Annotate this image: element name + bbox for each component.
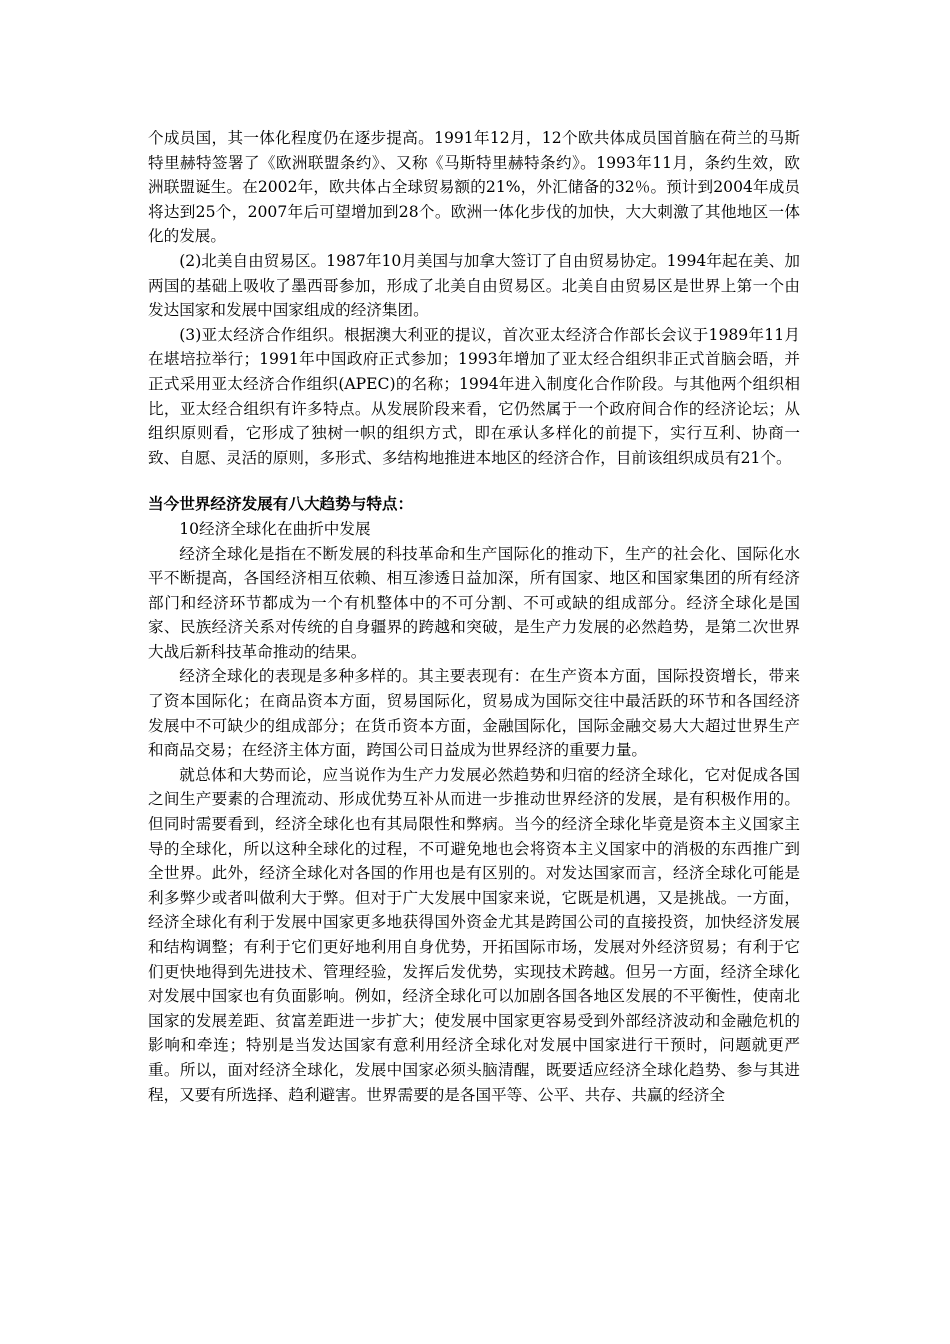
paragraph-spacer [148, 470, 800, 492]
paragraph-apec: (3)亚太经济合作组织。根据澳大利亚的提议，首次亚太经济合作部长会议于1989年11月在堪培拉举行；1991年中国政府正式参加；1993年增加了亚太经合组织非正式首脑会晤，并正式采用亚太经济合作组织(APEC)的名称；1994年进入制度化合作阶段。与其他两个组织相比，亚太经合组织有许多特点。从发展阶段来看，它仍然属于一个政府间合作的经济论坛；从组织原则看，它形成了独树一帜的组织方式，即在承认多样化的前提下，实行互利、协商一致、自愿、灵活的原则，多形式、多结构地推进本地区的经济合作，目前该组织成员有21个。 [148, 325, 800, 467]
paragraph-nafta: (2)北美自由贸易区。1987年10月美国与加拿大签订了自由贸易协定。1994年起在美、加两国的基础上吸收了墨西哥参加，形成了北美自由贸易区。北美自由贸易区是世界上第一个由发达国家和发展中国家组成的经济集团。 [148, 251, 800, 320]
paragraph-globalization-assessment: 就总体和大势而论，应当说作为生产力发展必然趋势和归宿的经济全球化，它对促成各国之间生产要素的合理流动、形成优势互补从而进一步推动世界经济的发展，是有积极作用的。但同时需要看到，经济全球化也有其局限性和弊病。当今的经济全球化毕竟是资本主义国家主导的全球化，所以这种全球化的过程，不可避免地也会将资本主义国家中的消极的东西推广到全世界。此外，经济全球化对各国的作用也是有区别的。对发达国家而言，经济全球化可能是利多弊少或者叫做利大于弊。但对于广大发展中国家来说，它既是机遇，又是挑战。一方面，经济全球化有利于发展中国家更多地获得国外资金尤其是跨国公司的直接投资，加快经济发展和结构调整；有利于它们更好地利用自身优势，开拓国际市场，发展对外经济贸易；有利于它们更快地得到先进技术、管理经验，发挥后发优势，实现技术跨越。但另一方面，经济全球化对发展中国家也有负面影响。例如，经济全球化可以加剧各国各地区发展的不平衡性，使南北国家的发展差距、贫富差距进一步扩大；使发展中国家更容易受到外部经济波动和金融危机的影响和牵连；特别是当发达国家有意利用经济全球化对发展中国家进行干预时，问题就更严重。所以，面对经济全球化，发展中国家必须头脑清醒，既要适应经济全球化趋势、参与其进程，又要有所选择、趋利避害。世界需要的是各国平等、公平、共存、共赢的经济全 [148, 765, 800, 1104]
paragraph-globalization-manifestations: 经济全球化的表现是多种多样的。其主要表现有：在生产资本方面，国际投资增长，带来了资本国际化；在商品资本方面，贸易国际化，贸易成为国际交往中最活跃的环节和各国经济发展中不可缺少的组成部分；在货币资本方面，金融国际化，国际金融交易大大超过世界生产和商品交易；在经济主体方面，跨国公司日益成为世界经济的重要力量。 [148, 667, 800, 760]
paragraph-globalization-definition: 经济全球化是指在不断发展的科技革命和生产国际化的推动下，生产的社会化、国际化水平不断提高，各国经济相互依赖、相互渗透日益加深，所有国家、地区和国家集团的所有经济部门和经济环节都成为一个有机整体中的不可分割、不可或缺的组成部分。经济全球化是国家、民族经济关系对传统的自身疆界的跨越和突破，是生产力发展的必然趋势，是第二次世界大战后新科技革命推动的结果。 [148, 544, 800, 661]
subheading: 10经济全球化在曲折中发展 [179, 519, 371, 538]
document-page [148, 126, 800, 1107]
paragraph-eu-integration: 个成员国，其一体化程度仍在逐步提高。1991年12月，12个欧共体成员国首脑在荷兰的马斯特里赫特签署了《欧洲联盟条约》、又称《马斯特里赫特条约》。1993年11月，条约生效，欧洲联盟诞生。在2002年，欧共体占全球贸易额的21%，外汇储备的32％。预计到2004年成员将达到25个，2007年后可望增加到28个。欧洲一体化步伐的加快，大大刺激了其他地区一体化的发展。 [148, 129, 800, 246]
section-heading: 当今世界经济发展有八大趋势与特点： [148, 494, 414, 514]
